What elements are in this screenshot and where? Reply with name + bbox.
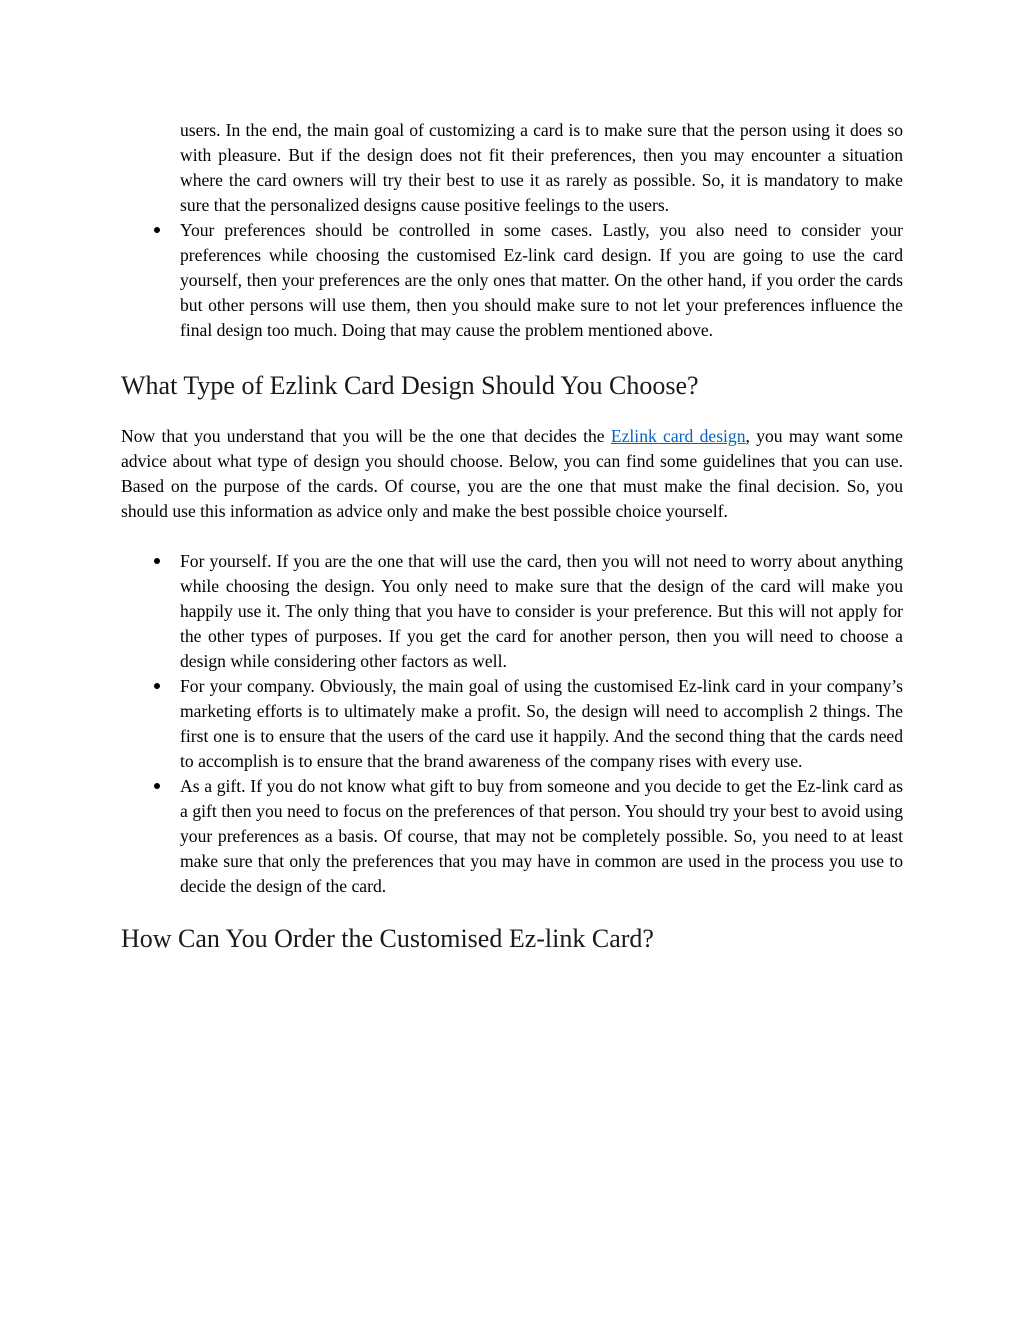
list-item-text: For your company. Obviously, the main goal of using the customised Ez-link card in your company’s marketing efforts is to ultimately make a profit. So, the design will need to accomplish 2 things. The first one is to ensure that the users of the card use it happily. And the second thing that the cards need to accomplish is to ensure that the brand awareness of the company rises with every use. (180, 676, 903, 771)
continuation-paragraph: users. In the end, the main goal of customizing a card is to make sure that the person using it does so with pleasure. But if the design does not fit their preferences, then you may encounter a situation where the card owners will try their best to use it as rarely as possible. So, it is mandatory to make sure that the personalized designs cause positive feelings to the users. (180, 120, 903, 215)
preferences-list (121, 218, 903, 343)
intro-paragraph (121, 424, 903, 524)
list-item-text: For yourself. If you are the one that will use the card, then you will not need to worry about anything while choosing the design. You only need to make sure that the design of the card will make you happily use it. The only thing that you have to consider is your preference. But this will not apply for the other types of purposes. If you get the card for another person, then you will need to choose a design while considering other factors as well. (180, 551, 903, 671)
section-heading-design-type: What Type of Ezlink Card Design Should You Choose? (121, 371, 699, 400)
bullet-icon (154, 683, 160, 689)
list-item (121, 218, 903, 343)
list-item (121, 774, 903, 899)
list-item-text: As a gift. If you do not know what gift to buy from someone and you decide to get the Ez-link card as a gift then you need to focus on the preferences of that person. You should try your best to avoid using your preferences as a basis. Of course, that may not be completely possible. So, you need to at least make sure that only the preferences that you may have in common are used in the process you use to decide the design of the card. (180, 776, 903, 896)
bullet-icon (154, 227, 160, 233)
purpose-list (121, 549, 903, 899)
list-item (121, 549, 903, 674)
list-item (121, 674, 903, 774)
document-page (121, 118, 903, 955)
bullet-icon (154, 783, 160, 789)
intro-text-before-link: Now that you understand that you will be the one that decides the (121, 426, 611, 446)
list-item-text: Your preferences should be controlled in some cases. Lastly, you also need to consider your preferences while choosing the customised Ez-link card design. If you are going to use the card yourself, then your preferences are the only ones that matter. On the other hand, if you order the cards but other persons will use them, then you should make sure to not let your preferences influence the final design too much. Doing that may cause the problem mentioned above. (180, 220, 903, 340)
section-heading-order: How Can You Order the Customised Ez-link Card? (121, 924, 654, 953)
ezlink-card-design-link[interactable]: Ezlink card design (610, 426, 746, 446)
intro-text-after-link: , you may want some advice about what type of design you should choose. Below, you can find some guidelines that you can use. Based on the purpose of the cards. Of course, you are the one that must make the final decision. So, you should use this information as advice only and make the best possible choice yourself. (121, 426, 903, 521)
bullet-icon (154, 558, 160, 564)
